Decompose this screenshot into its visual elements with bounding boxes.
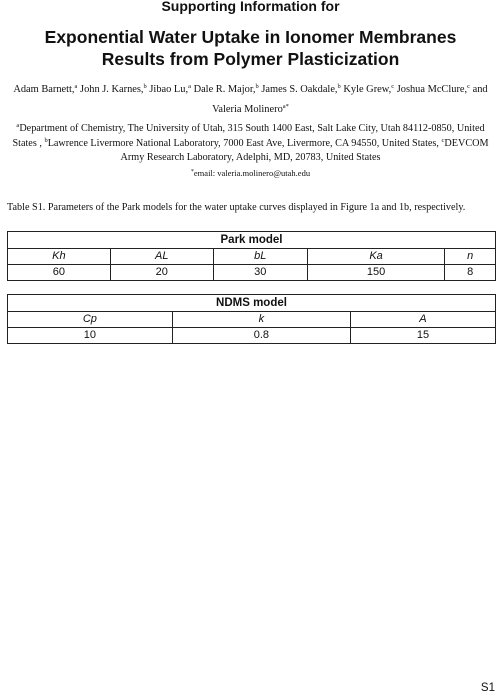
param-header-n: n — [445, 249, 496, 265]
param-value-kh: 60 — [8, 265, 111, 281]
author-affil-mark: c — [391, 83, 395, 90]
param-value-n: 8 — [445, 265, 496, 281]
param-value-al: 20 — [110, 265, 213, 281]
author — [80, 84, 147, 95]
table-caption: Table S1. Parameters of the Park models for the water uptake curves displayed in Figure 1a and 1b, respectively. — [7, 202, 466, 213]
table-title-row — [8, 295, 496, 312]
page-number: S1 — [480, 682, 495, 694]
author-name: Adam Barnett, — [13, 84, 75, 95]
table-row — [8, 265, 496, 281]
table-row — [8, 328, 496, 344]
affiliation-mark: b — [44, 136, 48, 144]
author-affil-mark: b — [143, 83, 147, 90]
paper-title — [20, 26, 481, 70]
author-conjunction: and — [472, 84, 488, 95]
affiliation-c: DEVCOM Army Research Laboratory, Adelphi, MD, 20783, United States — [120, 137, 489, 163]
author — [261, 84, 340, 95]
param-header-ka: Ka — [307, 249, 445, 265]
paper-title-line-1: Exponential Water Uptake in Ionomer Membranes — [44, 27, 457, 47]
param-value-cp: 10 — [8, 328, 173, 344]
ndms-model-title: NDMS model — [8, 295, 496, 312]
param-header-a: A — [350, 312, 495, 328]
param-header-bl: bL — [213, 249, 307, 265]
paper-title-line-2: Results from Polymer Plasticization — [101, 49, 400, 69]
author-affil-mark: a — [188, 83, 191, 90]
affiliations — [8, 122, 493, 166]
param-header-al: AL — [110, 249, 213, 265]
param-value-k: 0.8 — [172, 328, 350, 344]
author-affil-mark: b — [255, 83, 259, 90]
affiliation-b: Lawrence Livermore National Laboratory, 7000 East Ave, Livermore, CA 94550, United States, — [47, 137, 439, 149]
param-header-k: k — [172, 312, 350, 328]
param-value-ka: 150 — [307, 265, 445, 281]
corresponding-mark: * — [190, 169, 194, 175]
ndms-model-table — [7, 294, 496, 344]
email-address: email: valeria.molinero@utah.edu — [193, 168, 311, 178]
author — [194, 84, 259, 95]
author-name: Dale R. Major, — [193, 84, 256, 95]
affiliation-mark: a — [16, 122, 20, 129]
author-affil-mark: c — [467, 83, 471, 90]
author-name: Jibao Lu, — [149, 84, 189, 95]
author — [397, 84, 470, 95]
author — [343, 84, 394, 95]
author — [13, 84, 77, 95]
corresponding-email — [0, 168, 501, 178]
park-model-table — [7, 231, 496, 281]
table-header-row — [8, 312, 496, 328]
author-name: Joshua McClure, — [396, 84, 468, 95]
author-name: Kyle Grew, — [343, 84, 392, 95]
author-affil-mark: b — [337, 83, 341, 90]
table-header-row — [8, 249, 496, 265]
author-list — [12, 80, 489, 120]
param-header-kh: Kh — [8, 249, 111, 265]
author-affil-mark: a* — [282, 103, 289, 110]
param-value-a: 15 — [350, 328, 495, 344]
author — [149, 84, 191, 95]
affiliation-a: Department of Chemistry, The University of Utah, 315 South 1400 East, Salt Lake City, Utah 84112-0850, United States , — [12, 123, 485, 149]
author-name: James S. Oakdale, — [261, 84, 338, 95]
author-name: John J. Karnes, — [80, 84, 144, 95]
author-affil-mark: a — [74, 83, 78, 90]
park-model-title: Park model — [8, 232, 496, 249]
affiliation-mark: c — [441, 136, 445, 144]
supporting-info-heading: Supporting Information for — [161, 0, 340, 14]
author — [212, 104, 289, 115]
author-name: Valeria Molinero — [212, 104, 283, 115]
param-value-bl: 30 — [213, 265, 307, 281]
table-title-row — [8, 232, 496, 249]
param-header-cp: Cp — [8, 312, 173, 328]
